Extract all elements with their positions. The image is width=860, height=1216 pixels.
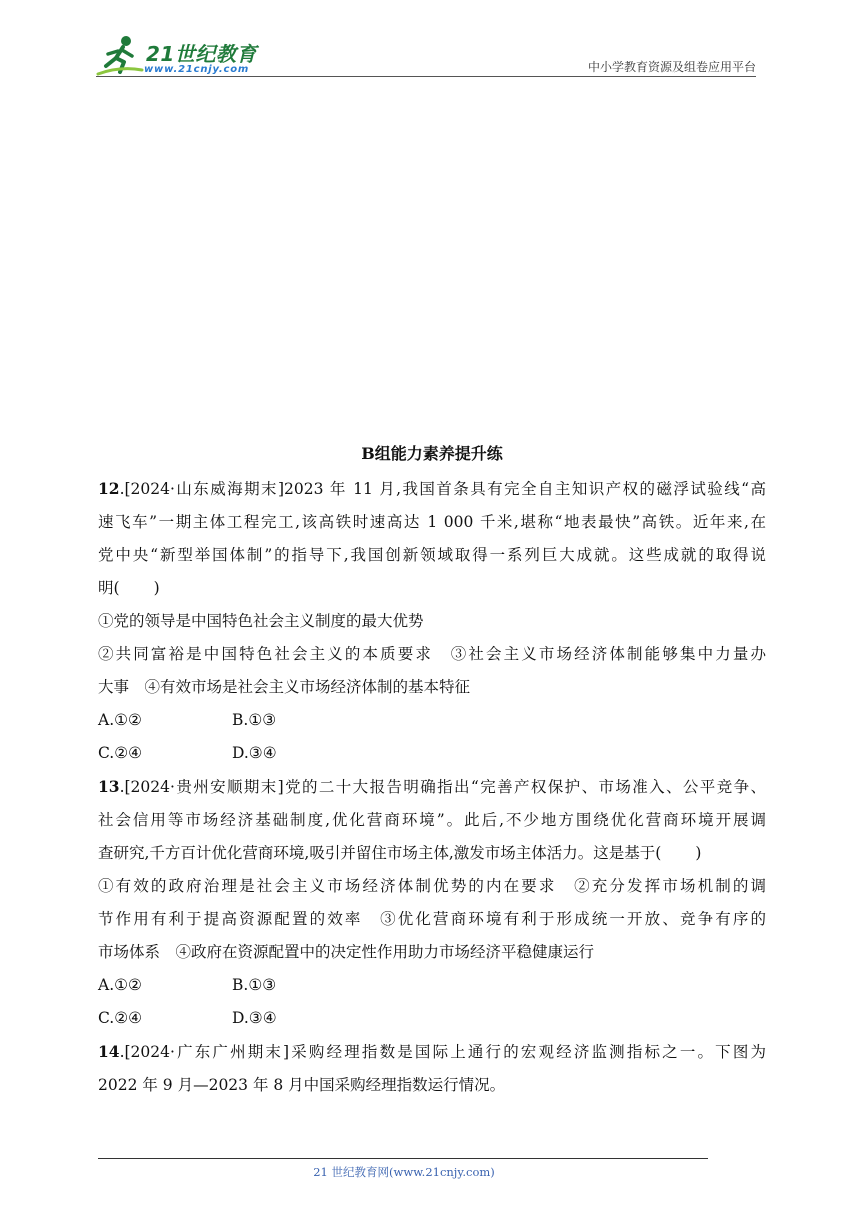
question-text: 采购经理指数是国际上通行的宏观经济监测指标之一。下图为	[289, 1043, 766, 1061]
option-b[interactable]: B.①③	[232, 711, 277, 729]
statement-line: 节作用有利于提高资源配置的效率 ③优化营商环境有利于形成统一开放、竞争有序的	[98, 910, 766, 928]
question-line	[98, 572, 766, 605]
option-b[interactable]: B.①③	[232, 976, 277, 994]
question-number: 14	[98, 1042, 120, 1061]
question-line	[98, 837, 766, 870]
question-line: 党中央“新型举国体制”的指导下,我国创新领域取得一系列巨大成就。这些成就的取得说	[98, 546, 766, 564]
statement-line: 大事 ④有效市场是社会主义市场经济体制的基本特征	[98, 678, 471, 696]
question-text: 查研究,千方百计优化营商环境,吸引并留住市场主体,激发市场主体活力。这是基于(	[98, 844, 662, 862]
page-header	[0, 0, 860, 80]
answer-paren: )	[695, 844, 702, 862]
option-a[interactable]: A.①②	[98, 976, 142, 994]
question-12	[98, 472, 766, 770]
option-d[interactable]: D.③④	[232, 744, 277, 762]
question-text: 明(	[98, 579, 120, 597]
runner-logo-icon	[96, 34, 144, 76]
question-source: .[2024·广东广州期末]	[119, 1043, 290, 1061]
option-c[interactable]: C.②④	[98, 1009, 143, 1027]
exercise-content	[98, 438, 766, 1102]
platform-name: 中小学教育资源及组卷应用平台	[587, 60, 756, 74]
question-text: 党的二十大报告明确指出“完善产权保护、市场准入、公平竞争、	[283, 778, 766, 796]
question-source: .[2024·贵州安顺期末]	[119, 778, 284, 796]
question-line	[98, 472, 766, 506]
statement-line: ②共同富裕是中国特色社会主义的本质要求 ③社会主义市场经济体制能够集中力量办	[98, 645, 766, 663]
logo-text: 21世纪教育	[146, 42, 257, 66]
option-c[interactable]: C.②④	[98, 744, 143, 762]
footer-link[interactable]: 21 世纪教育网(www.21cnjy.com)	[313, 1165, 495, 1179]
question-line: 社会信用等市场经济基础制度,优化营商环境”。此后,不少地方围绕优化营商环境开展调	[98, 811, 766, 829]
statement-line: 市场体系 ④政府在资源配置中的决定性作用助力市场经济平稳健康运行	[98, 943, 595, 961]
option-a[interactable]: A.①②	[98, 711, 142, 729]
question-number: 12	[98, 479, 120, 498]
question-line: 2022 年 9 月—2023 年 8 月中国采购经理指数运行情况。	[98, 1076, 506, 1094]
logo-url: www.21cnjy.com	[144, 64, 250, 75]
question-source: .[2024·山东威海期末]	[119, 480, 285, 498]
question-14	[98, 1035, 766, 1102]
header-divider	[96, 76, 756, 77]
statement-line: ①有效的政府治理是社会主义市场经济体制优势的内在要求 ②充分发挥市场机制的调	[98, 877, 766, 895]
question-line: 速飞车”一期主体工程完工,该高铁时速高达 1 000 千米,堪称“地表最快”高铁。近年来,在	[98, 513, 766, 531]
site-logo[interactable]	[96, 34, 266, 78]
footer-divider	[98, 1158, 708, 1159]
question-line	[98, 770, 766, 804]
question-13	[98, 770, 766, 1035]
question-line	[98, 1035, 766, 1069]
options-row	[98, 737, 766, 770]
options-row	[98, 704, 766, 737]
options-row	[98, 969, 766, 1002]
answer-paren: )	[153, 579, 160, 597]
statement-line: ①党的领导是中国特色社会主义制度的最大优势	[98, 612, 424, 630]
question-text: 2023 年 11 月,我国首条具有完全自主知识产权的磁浮试验线“高	[284, 480, 766, 498]
section-title: B组能力素养提升练	[361, 444, 503, 463]
option-d[interactable]: D.③④	[232, 1009, 277, 1027]
question-number: 13	[98, 777, 120, 796]
options-row	[98, 1002, 766, 1035]
